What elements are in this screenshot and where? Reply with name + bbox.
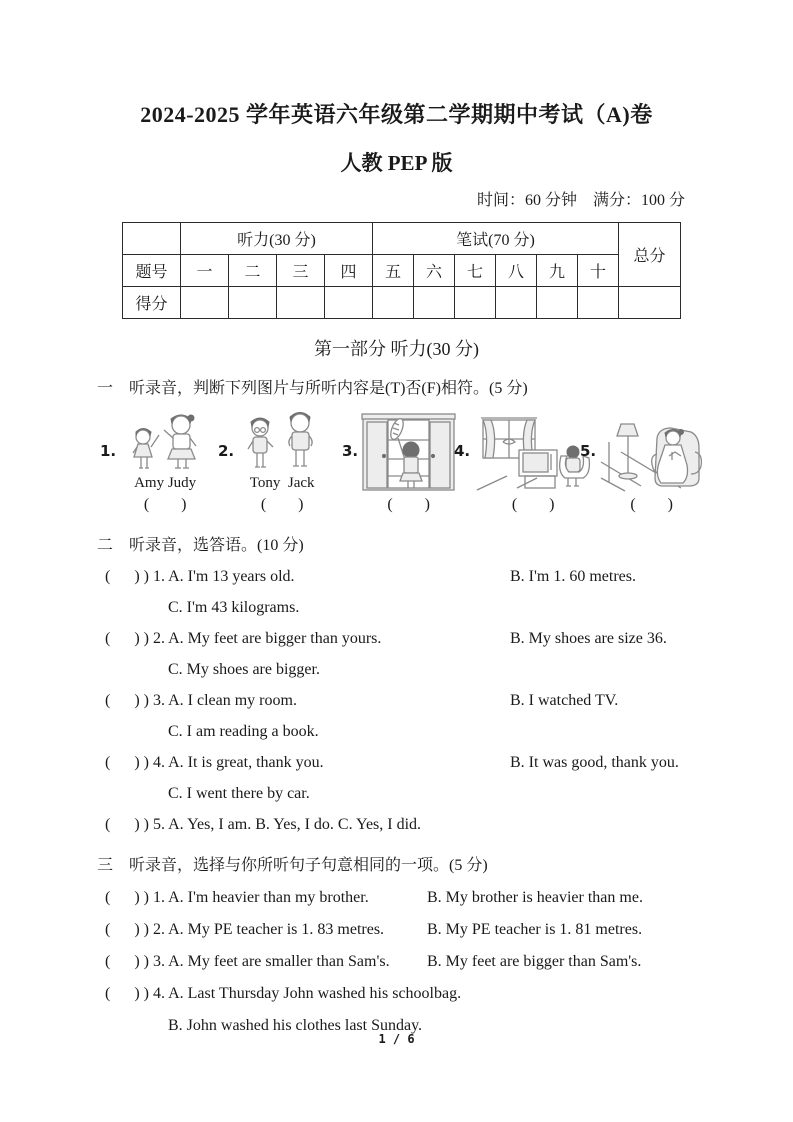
score-row-label: 得分 <box>123 287 181 319</box>
option-a-text: ) 3. A. I clean my room. <box>143 692 297 709</box>
score-cell <box>455 287 496 319</box>
part3-question-3 <box>105 952 793 971</box>
part2-question-4 <box>105 753 793 772</box>
option-b-continuation-text: B. John washed his clothes last Sunday. <box>168 1017 423 1034</box>
picture-item-2 <box>218 412 342 514</box>
exam-meta: 时间：60 分钟 满分：100 分 <box>476 192 685 209</box>
part3-questions <box>0 888 793 1035</box>
part2-question-3 <box>105 691 793 710</box>
total-header-cell: 总分 <box>619 223 681 287</box>
option-a-text: ) 1. A. I'm 13 years old. <box>143 568 295 585</box>
score-cell <box>181 287 229 319</box>
answer-bracket: ( ) <box>143 496 187 513</box>
answer-bracket: ( ) <box>260 496 304 513</box>
part3-question-4 <box>105 984 793 1003</box>
answer-bracket: ( ) <box>630 496 673 513</box>
option-b-text: B. My brother is heavier than me. <box>427 889 643 906</box>
page-title: 2024-2025 学年英语六年级第二学期期中考试（A)卷 <box>140 102 653 127</box>
col-6: 六 <box>414 255 455 287</box>
page-number: 1 / 6 <box>378 1032 415 1046</box>
option-c-text: C. I am reading a book. <box>168 723 319 740</box>
page-subtitle: 人教 PEP 版 <box>340 151 453 175</box>
part2-heading: 二 听录音，选答语。(10 分) <box>97 537 304 554</box>
option-a-text: ) 3. A. My feet are smaller than Sam's. <box>143 953 390 970</box>
option-b-text: B. My feet are bigger than Sam's. <box>427 953 642 970</box>
table-row <box>123 287 681 319</box>
score-cell <box>229 287 277 319</box>
table-row <box>123 255 681 287</box>
option-a-text: ) 1. A. I'm heavier than my brother. <box>143 889 369 906</box>
answer-bracket: ( ) <box>511 496 555 513</box>
col-4: 四 <box>325 255 373 287</box>
girl-reading-in-armchair-image <box>599 412 704 492</box>
score-cell <box>277 287 325 319</box>
picture-item-3 <box>342 412 454 514</box>
col-7: 七 <box>455 255 496 287</box>
option-b-text: B. My PE teacher is 1. 81 metres. <box>427 921 643 938</box>
option-c-text: C. I went there by car. <box>168 785 310 802</box>
option-a-text: ) 2. A. My feet are bigger than yours. <box>143 630 382 647</box>
option-a-text: ) 5. A. Yes, I am. B. Yes, I do. C. Yes, I did. <box>143 816 422 833</box>
corner-cell <box>123 223 181 255</box>
option-b-text: B. I watched TV. <box>510 692 619 709</box>
two-boys-tony-jack-image <box>237 412 327 474</box>
picture-number: 4. <box>454 442 471 460</box>
table-row <box>123 223 681 255</box>
answer-bracket: ( ) <box>387 496 430 513</box>
picture-item-1 <box>100 412 218 514</box>
col-10: 十 <box>578 255 619 287</box>
score-cell <box>414 287 455 319</box>
col-2: 二 <box>229 255 277 287</box>
two-girls-amy-judy-image <box>119 412 211 474</box>
boy-watching-tv-image <box>473 412 593 492</box>
part3-question-1 <box>105 888 793 907</box>
score-cell <box>578 287 619 319</box>
col-5: 五 <box>373 255 414 287</box>
option-c-text: C. I'm 43 kilograms. <box>168 599 300 616</box>
part2-questions <box>0 567 793 834</box>
option-a-text: ) 2. A. My PE teacher is 1. 83 metres. <box>143 921 385 938</box>
picture-caption: Tony Jack <box>249 475 315 491</box>
answer-bracket: ( ) <box>105 692 140 709</box>
option-b-text: B. It was good, thank you. <box>510 754 679 771</box>
score-cell <box>373 287 414 319</box>
option-a-text: ) 4. A. Last Thursday John washed his schoolbag. <box>143 985 462 1002</box>
part2-question-1 <box>105 567 793 586</box>
girl-putting-bread-in-wardrobe-image <box>361 412 456 492</box>
part1-instruction: 一 听录音，判断下列图片与所听内容是(T)否(F)相符。(5 分) <box>97 380 528 397</box>
col-3: 三 <box>277 255 325 287</box>
option-c-text: C. My shoes are bigger. <box>168 661 320 678</box>
answer-bracket: ( ) <box>105 630 140 647</box>
option-a-text: ) 4. A. It is great, thank you. <box>143 754 324 771</box>
picture-caption: Amy Judy <box>134 475 197 491</box>
answer-bracket: ( ) <box>105 568 140 585</box>
picture-number: 1. <box>100 442 117 460</box>
score-table <box>122 222 681 319</box>
option-b-text: B. My shoes are size 36. <box>510 630 667 647</box>
score-cell <box>496 287 537 319</box>
answer-bracket: ( ) <box>105 985 140 1002</box>
option-b-text: B. I'm 1. 60 metres. <box>510 568 636 585</box>
score-cell <box>325 287 373 319</box>
score-cell <box>537 287 578 319</box>
picture-row <box>100 412 793 514</box>
col-9: 九 <box>537 255 578 287</box>
col-1: 一 <box>181 255 229 287</box>
answer-bracket: ( ) <box>105 816 140 833</box>
question-row-label: 题号 <box>123 255 181 287</box>
picture-number: 3. <box>342 442 359 460</box>
picture-number: 2. <box>218 442 235 460</box>
picture-item-4 <box>454 412 580 514</box>
written-header-cell: 笔试(70 分) <box>373 223 619 255</box>
part2-question-5 <box>105 815 793 834</box>
picture-number: 5. <box>580 442 597 460</box>
picture-item-5 <box>580 412 692 514</box>
answer-bracket: ( ) <box>105 889 140 906</box>
part3-heading: 三 听录音，选择与你所听句子句意相同的一项。(5 分) <box>97 857 488 874</box>
part1-heading: 第一部分 听力(30 分) <box>314 339 479 359</box>
answer-bracket: ( ) <box>105 953 140 970</box>
listening-header-cell: 听力(30 分) <box>181 223 373 255</box>
part2-question-2 <box>105 629 793 648</box>
total-score-cell <box>619 287 681 319</box>
col-8: 八 <box>496 255 537 287</box>
answer-bracket: ( ) <box>105 921 140 938</box>
part3-question-2 <box>105 920 793 939</box>
answer-bracket: ( ) <box>105 754 140 771</box>
